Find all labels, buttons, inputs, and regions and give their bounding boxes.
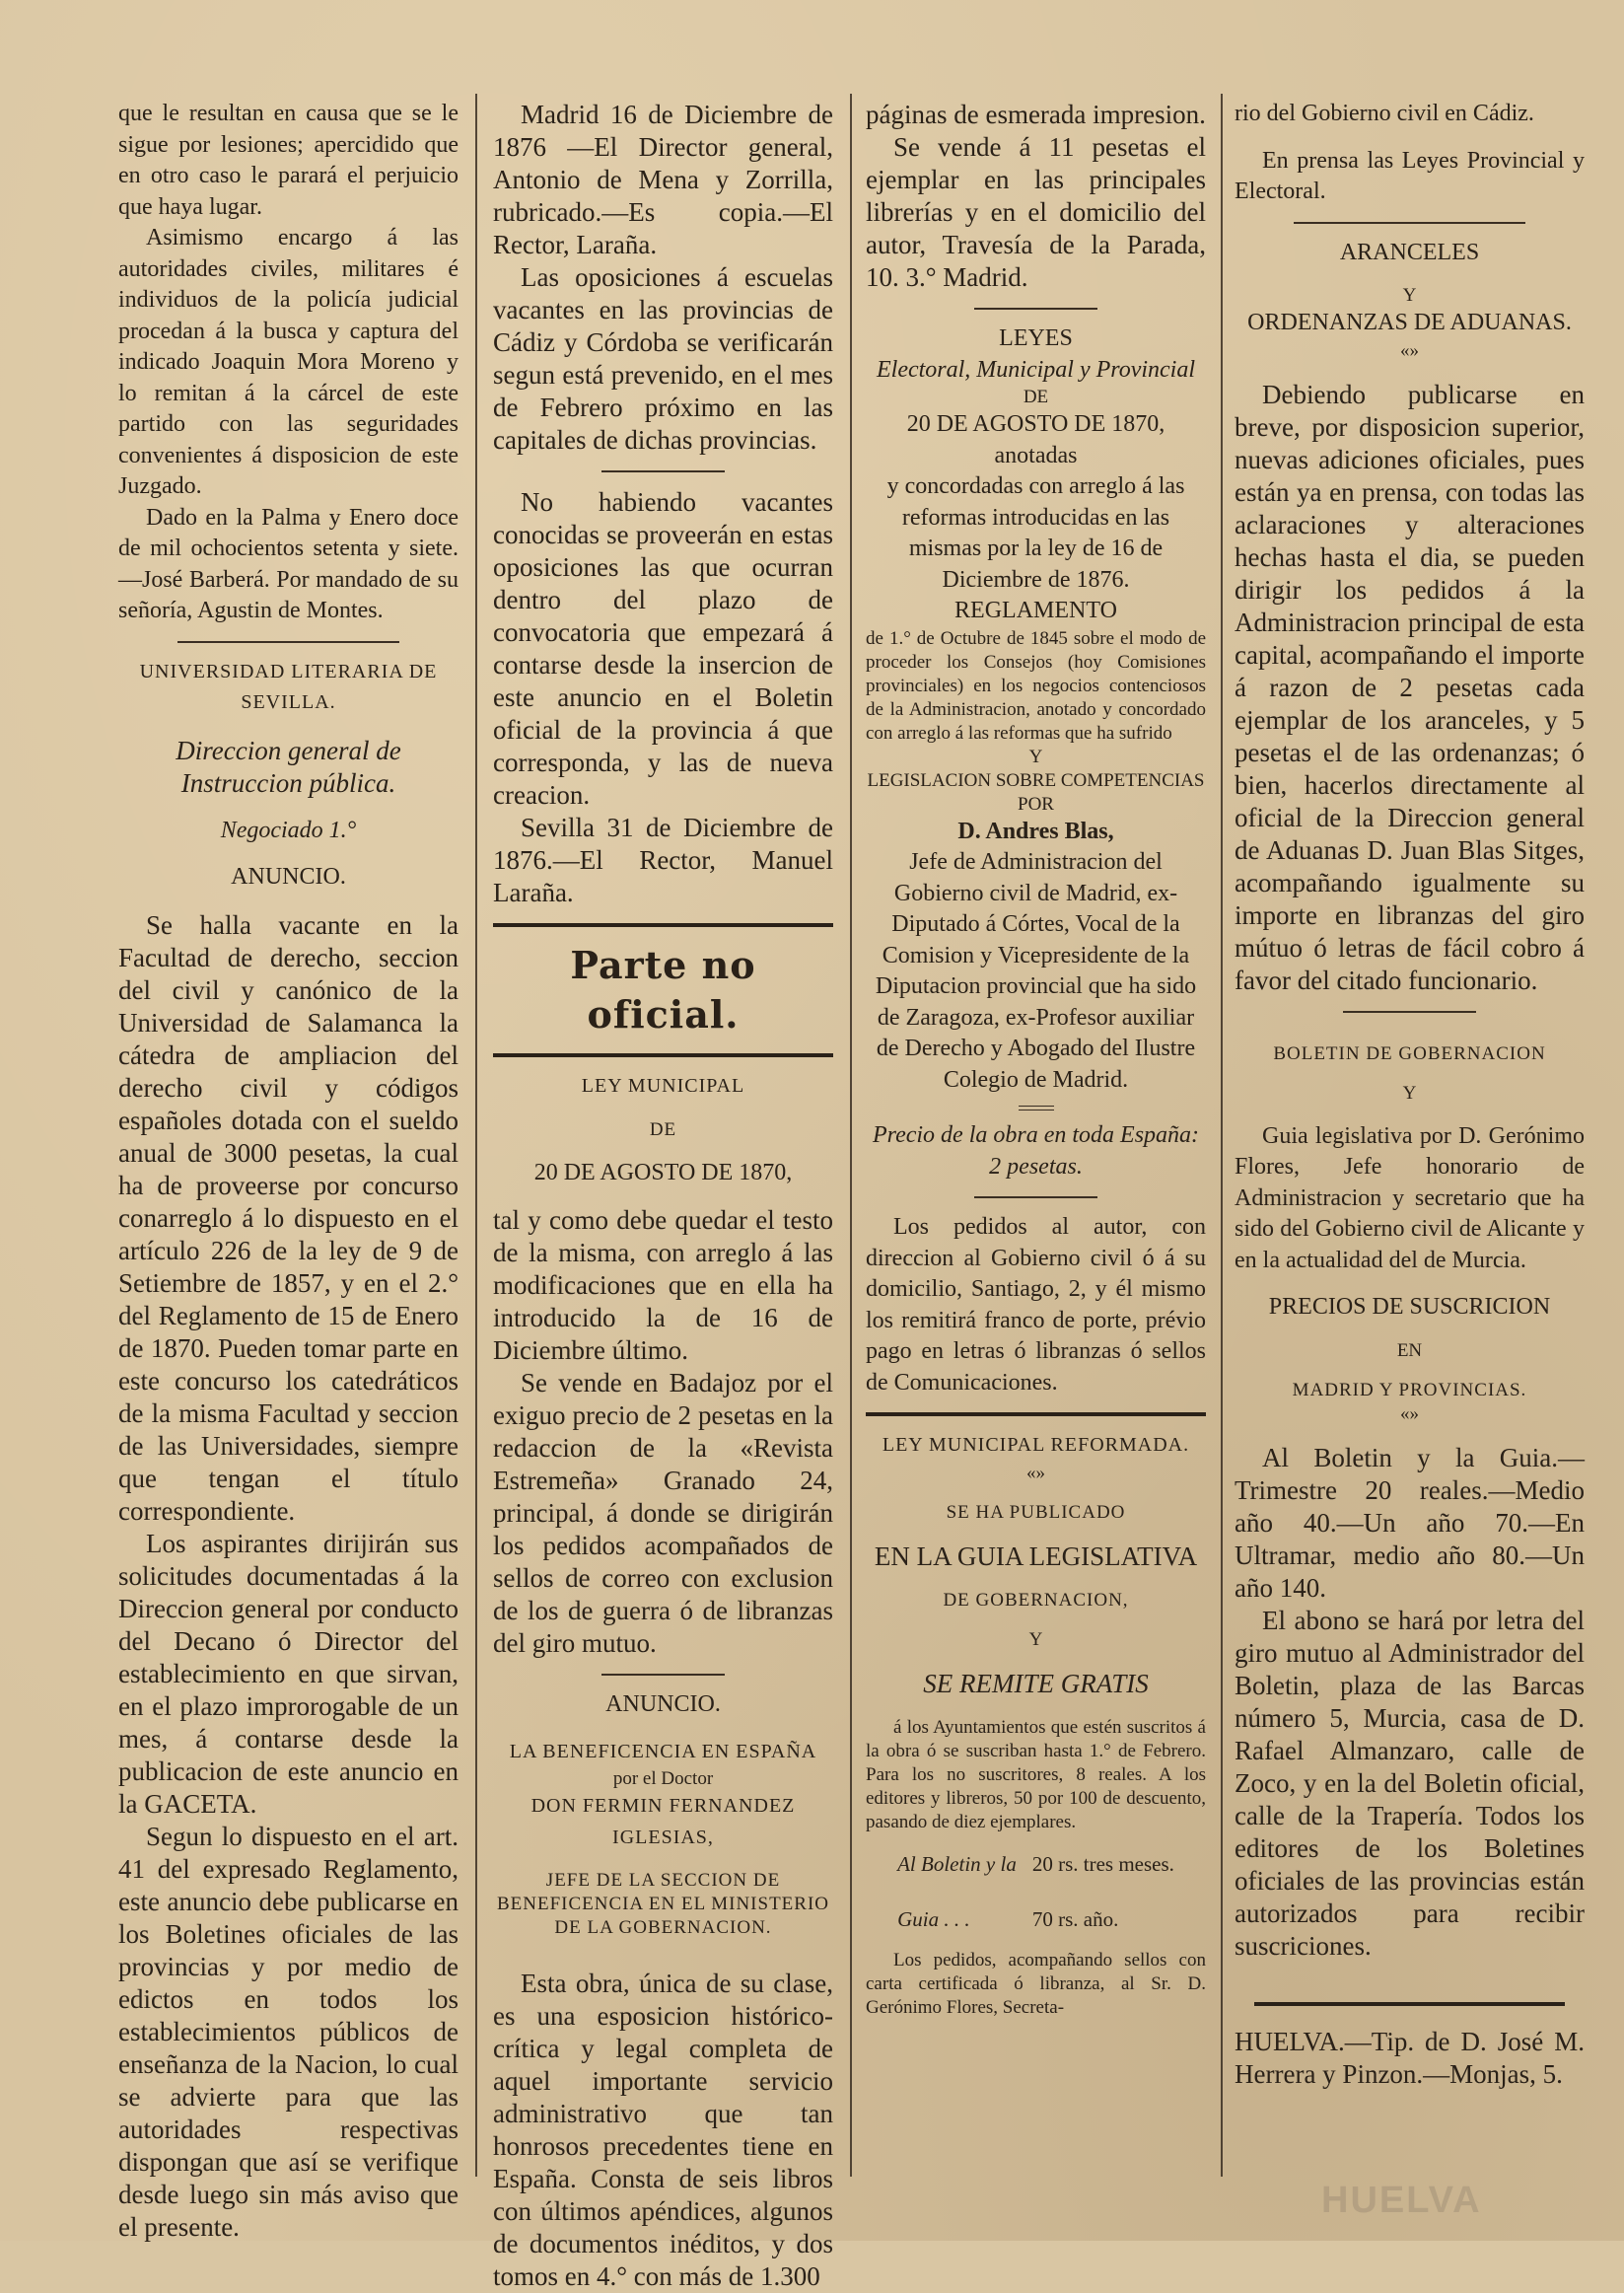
section-heading: UNIVERSIDAD LITERARIA DE <box>139 660 438 682</box>
paragraph: El abono se hará por letra del giro mutuo al Administrador del Boletin, plaza de las Barcas número 5, Murcia, casa de D. Rafael Almanzaro, calle de Zoco, y en la del Boletin oficial, calle de la Trapería. Todos los editores de los Boletines oficiales de las provincias están autorizados para recibir suscriciones. <box>1235 1605 1585 1961</box>
heading: ARANCELES <box>1339 239 1480 265</box>
paragraph: Los pedidos al autor, con direccion al Gobierno civil ó á su domicilio, Santiago, 2, y él mismo los remitirá franco de porte, prévio pago en letras ó libranzas ó sellos de Comunicaciones. <box>866 1214 1206 1396</box>
heading: LEY MUNICIPAL REFORMADA. <box>882 1434 1190 1456</box>
imprint: HUELVA.—Tip. de D. José M. Herrera y Pinzon.—Monjas, 5. <box>1235 2026 1585 2089</box>
paragraph: No habiendo vacantes conocidas se proveerán en estas oposiciones las que ocurran dentro del plazo de convocatoria que empezará á contarse desde la insercion de este anuncio en el Boletin oficial de la provincia á que corresponda, y las de nueva creacion. <box>493 487 833 810</box>
heading: REGLAMENTO <box>954 598 1117 623</box>
heading: SE REMITE GRATIS <box>923 1668 1149 1698</box>
column-1 <box>118 99 459 2242</box>
price-values: 20 rs. tres meses. 70 rs. año. <box>1031 1851 1174 1931</box>
heading: MADRID Y PROVINCIAS. <box>1292 1379 1527 1400</box>
heading: EN LA GUIA LEGISLATIVA <box>874 1541 1198 1571</box>
heading: 20 DE AGOSTO DE 1870, <box>906 411 1165 437</box>
ornament: «» <box>1400 1402 1419 1424</box>
heading: ORDENANZAS DE ADUANAS. <box>1247 310 1572 335</box>
book-title: LA BENEFICENCIA EN ESPAÑA <box>509 1740 817 1762</box>
heading: DE GOBERNACION, <box>943 1589 1129 1611</box>
divider <box>1294 222 1525 224</box>
price-table <box>889 1850 1182 1933</box>
author-title: JEFE DE LA SECCION DE BENEFICENCIA EN EL MINISTERIO DE LA GOBERNACION. <box>496 1870 830 1938</box>
paragraph: En prensa las Leyes Provincial y Electoral. <box>1235 147 1585 204</box>
byline: por el Doctor <box>612 1768 714 1789</box>
paragraph: Las oposiciones á escuelas vacantes en las provincias de Cádiz y Córdoba se verificarán segun está prevenido, en el mes de Febrero próximo en las capitales de dichas provincias. <box>493 262 833 455</box>
divider <box>1019 1106 1054 1111</box>
paragraph: Los aspirantes dirijirán sus solicitudes documentadas á la Direccion general por conducto del Decano ó Director del establecimiento en que sirvan, en el plazo improrogable de un mes, á contarse desde la publicacion de este anuncio en la GACETA. <box>118 1528 459 1819</box>
paragraph: que le resultan en causa que se le sigue por lesiones; apercidido que en otro caso le parará el perjuicio que haya lugar. <box>118 101 459 220</box>
paragraph: Se vende en Badajoz por el exiguo precio de 2 pesetas en la redaccion de la «Revista Estremeña» Granado 24, principal, á donde se dirigirán los pedidos acompañados de sellos de correo con exclusion de los de guerra ó de libranzas del giro mutuo. <box>493 1368 833 1658</box>
text: Y <box>1402 1082 1417 1104</box>
divider <box>493 923 833 927</box>
paragraph: Dado en la Palma y Enero doce de mil ochocientos setenta y siete.—José Barberá. Por mandado de su señoría, Agustin de Montes. <box>118 504 459 623</box>
subheading: Negociado 1.° <box>220 817 357 843</box>
divider <box>493 1053 833 1057</box>
text: 2 pesetas. <box>989 1153 1083 1180</box>
ornament: «» <box>1400 339 1419 361</box>
heading: ANUNCIO. <box>605 1691 721 1717</box>
paragraph: Asimismo encargo á las autoridades civiles, militares é individuos de la policía judicial procedan á la busca y captura del indicado Joaquin Mora Moreno y lo remitan á la cárcel de este partido con las seguridades convenientes á disposicion de este Juzgado. <box>118 225 459 499</box>
ornament: «» <box>1026 1462 1045 1483</box>
text: EN <box>1396 1339 1423 1361</box>
divider <box>974 308 1097 310</box>
paragraph: tal y como debe quedar el testo de la misma, con arreglo á las modificaciones que en ella ha introducido la de 16 de Diciembre último. <box>493 1205 833 1365</box>
text: Precio de la obra en toda España: <box>872 1122 1200 1148</box>
text: y concordadas con arreglo á las reformas introducidas en las mismas por la ley de 16 de Diciembre de 1876. <box>886 473 1185 593</box>
section-heading: SEVILLA. <box>241 691 336 713</box>
column-4 <box>1235 99 1585 2201</box>
heading: LEYES <box>999 325 1073 351</box>
column-rule <box>850 94 852 2177</box>
paragraph: Madrid 16 de Diciembre de 1876 —El Director general, Antonio de Mena y Zorrilla, rubricado.—Es copia.—El Rector, Laraña. <box>493 100 833 259</box>
column-rule <box>475 94 477 2177</box>
paragraph: Esta obra, única de su clase, es una esposicion histórico-crítica y legal completa de aquel importante servicio administrativo que tan honrosos precedentes tiene en España. Consta de seis libros con últimos apéndices, algunos de documentos inéditos, y dos tomos en 4.° con más de 1.300 <box>493 1969 833 2291</box>
author: D. Andres Blas, <box>957 818 1114 844</box>
paragraph: Se halla vacante en la Facultad de derecho, seccion del civil y canónico de la Universidad de Salamanca la cátedra de ampliacion del derecho civil y códigos españoles dotada con el sueldo anual de 3000 pesetas, la cual ha de proveerse por concurso conarreglo á lo dispuesto en el artículo 226 de la ley de 9 de Setiembre de 1857, y en el 2.° del Reglamento de 15 de Enero de 1870. Pueden tomar parte en este concurso los catedráticos de la misma Facultad y seccion de las Universidades, siempre que tengan el título correspondiente. <box>118 909 459 1526</box>
text: POR <box>1018 793 1054 815</box>
paragraph: Debiendo publicarse en breve, por disposicion superior, nuevas adiciones oficiales, pues están ya en prensa, con todas las aclaraciones y alteraciones hechas hasta el dia, se pueden dirigir los pedidos á la Administracion principal de esta capital, acompañando el importe á razon de 2 pesetas cada ejemplar de los aranceles, y 5 pesetas el de las ordenanzas; ó bien, hacerlos directamente al oficial de la Direccion general de Aduanas D. Juan Blas Sitges, acompañando igualmente su importe en libranzas del giro mútuo ó letras de fácil cobro á favor del citado funcionario. <box>1235 379 1585 995</box>
paragraph: Al Boletin y la Guia.—Trimestre 20 reales.—Medio año 40.—Un año 70.—En Ultramar, medio año 80.—Un año 140. <box>1235 1442 1585 1603</box>
text: Y <box>1028 1628 1043 1650</box>
paragraph: Segun lo dispuesto en el art. 41 del expresado Reglamento, este anuncio debe publicarse en los Boletines oficiales de las provincias y por medio de edictos en todos los establecimientos públicos de enseñanza de la Nacion, lo cual se advierte para que las autoridades respectivas dispongan que así se verifique desde luego sin más aviso que el presente. <box>118 1821 459 2242</box>
text: Y <box>1028 746 1043 767</box>
heading: DE <box>1023 387 1049 407</box>
divider <box>974 1196 1097 1198</box>
section-title: Parte no oficial. <box>570 943 756 1037</box>
subheading: Electoral, Municipal y Provincial <box>876 356 1196 383</box>
author: DON FERMIN FERNANDEZ IGLESIAS, <box>530 1795 796 1848</box>
heading: SE HA PUBLICADO <box>946 1501 1126 1523</box>
divider <box>601 470 725 472</box>
text: Y <box>1402 285 1417 306</box>
archive-watermark: HUELVA <box>1321 2180 1482 2221</box>
paragraph: Sevilla 31 de Diciembre de 1876.—El Rector, Manuel Laraña. <box>493 813 833 907</box>
paragraph: rio del Gobierno civil en Cádiz. <box>1235 101 1534 126</box>
price-label: Al Boletin y la Guia . . . <box>897 1851 1017 1931</box>
divider <box>1343 1011 1476 1013</box>
paragraph: Guia legislativa por D. Gerónimo Flores, Jefe honorario de Administracion y secretario que ha sido del Gobierno civil de Alicante y en la actualidad del de Murcia. <box>1235 1122 1585 1273</box>
column-3 <box>866 99 1206 2201</box>
heading: PRECIOS DE SUSCRICION <box>1268 1294 1551 1320</box>
divider <box>866 1412 1206 1416</box>
divider <box>601 1674 725 1676</box>
author-title: Jefe de Administracion del Gobierno civil de Madrid, ex-Diputado á Córtes, Vocal de la Comision y Vicepresidente de la Diputacion provincial que ha sido de Zaragoza, ex-Profesor auxiliar de Derecho y Abogado del Ilustre Colegio de Madrid. <box>875 849 1197 1093</box>
heading: DE <box>649 1118 677 1140</box>
heading: LEY MUNICIPAL <box>581 1075 745 1097</box>
paragraph: Se vende á 11 pesetas el ejemplar en las principales librerías y en el domicilio del autor, Travesía de la Parada, 10. 3.° Madrid. <box>866 132 1206 292</box>
heading: LEGISLACION SOBRE COMPETENCIAS <box>867 769 1205 791</box>
text: anotadas <box>994 442 1078 468</box>
heading: BOLETIN DE GOBERNACION <box>1273 1042 1546 1064</box>
divider <box>177 641 399 643</box>
heading: ANUNCIO. <box>231 864 346 890</box>
paragraph: Los pedidos, acompañando sellos con carta certificada ó libranza, al Sr. D. Gerónimo Flores, Secreta- <box>866 1949 1206 2018</box>
subheading: Direccion general de Instruccion pública. <box>176 735 401 798</box>
paragraph: á los Ayuntamientos que estén suscritos á la obra ó se suscriban hasta 1.° de Febrero. Para los no suscritores, 8 reales. A los editores y libreros, 50 por 100 de descuento, pasando de diez ejemplares. <box>866 1716 1206 1832</box>
paragraph: de 1.° de Octubre de 1845 sobre el modo de proceder los Consejos (hoy Comisiones provinciales) en los negocios contenciosos de la Administracion, anotado y concordado con arreglo á las reformas que ha sufrido <box>866 627 1206 744</box>
heading: 20 DE AGOSTO DE 1870, <box>533 1159 793 1185</box>
divider <box>1254 2002 1565 2006</box>
column-rule <box>1221 94 1223 2177</box>
paragraph: páginas de esmerada impresion. <box>866 100 1206 129</box>
column-2 <box>493 99 833 2291</box>
